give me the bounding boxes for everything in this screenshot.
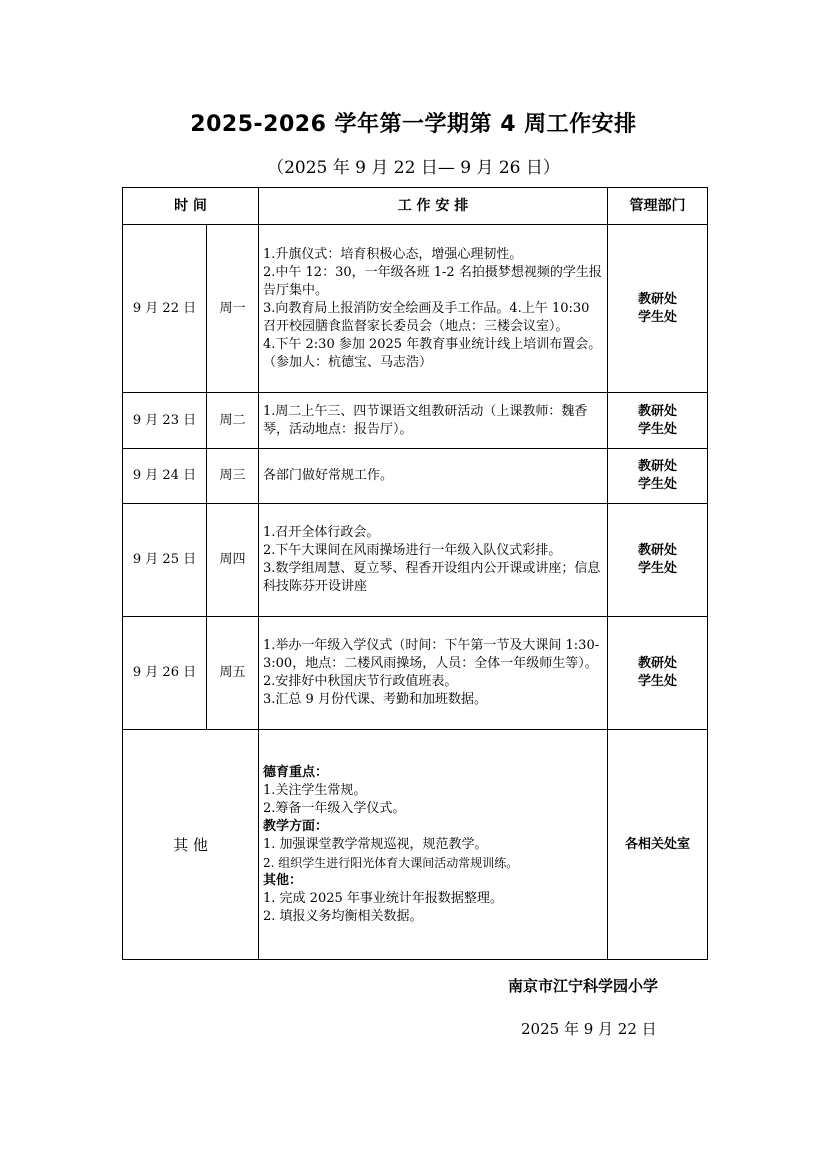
row-weekday: 周一 bbox=[207, 225, 259, 393]
content-line: 3.数学组周慧、夏立琴、程香开设组内公开课或讲座；信息科技陈芬开设讲座 bbox=[263, 561, 601, 594]
table-row bbox=[123, 225, 708, 393]
content-line: 1. 完成 2025 年事业统计年报数据整理。 bbox=[263, 890, 503, 906]
table-row bbox=[123, 504, 708, 617]
row-weekday: 周四 bbox=[207, 504, 259, 617]
row-dept bbox=[608, 449, 708, 504]
row-content bbox=[259, 504, 608, 617]
table-row bbox=[123, 617, 708, 730]
section-heading: 教学方面： bbox=[263, 818, 329, 834]
row-content bbox=[259, 393, 608, 449]
dept-name: 教研处 bbox=[637, 543, 677, 558]
table-row-other bbox=[123, 730, 708, 960]
row-content bbox=[259, 449, 608, 504]
content-line: 2. 填报义务均衡相关数据。 bbox=[263, 908, 423, 924]
content-line: 2. 组织学生进行阳光体育大课间活动常规训练。 bbox=[263, 855, 519, 870]
row-dept bbox=[608, 225, 708, 393]
dept-name: 教研处 bbox=[637, 656, 677, 671]
document-date: 2025 年 9 月 22 日 bbox=[521, 1020, 657, 1038]
content-line: 1.举办一年级入学仪式（时间：下午第一节及大课间 1:30-3:00，地点：二楼风雨操场，人员：全体一年级师生等）。 bbox=[263, 638, 600, 671]
row-dept bbox=[608, 504, 708, 617]
table-row bbox=[123, 393, 708, 449]
dept-name: 学生处 bbox=[637, 477, 677, 492]
row-date: 9 月 26 日 bbox=[123, 617, 207, 730]
dept-name: 学生处 bbox=[637, 674, 677, 689]
other-content bbox=[259, 730, 608, 960]
header-time: 时 间 bbox=[123, 188, 259, 225]
date-range-subtitle: （2025 年 9 月 22 日— 9 月 26 日） bbox=[267, 158, 560, 178]
content-line: 2.筹备一年级入学仪式。 bbox=[263, 800, 406, 816]
section-heading: 其他： bbox=[263, 872, 303, 888]
content-line: 1.关注学生常规。 bbox=[263, 782, 367, 798]
page-title: 2025-2026 学年第一学期第 4 周工作安排 bbox=[190, 112, 637, 137]
dept-name: 学生处 bbox=[637, 309, 677, 325]
content-line: 1.周二上午三、四节课语文组教研活动（上课教师：魏香琴，活动地点：报告厅）。 bbox=[263, 403, 588, 437]
other-label: 其 他 bbox=[123, 730, 259, 960]
header-dept: 管理部门 bbox=[608, 188, 708, 225]
dept-name: 教研处 bbox=[637, 403, 677, 419]
content-line: 3.汇总 9 月份代课、考勤和加班数据。 bbox=[263, 692, 487, 707]
content-line: 2.中午 12：30，一年级各班 1-2 名拍摄梦想视频的学生报告厅集中。 bbox=[263, 264, 602, 298]
row-dept bbox=[608, 393, 708, 449]
dept-name: 教研处 bbox=[637, 291, 677, 307]
content-line: 4.下午 2:30 参加 2025 年教育事业统计线上培训布置会。（参加人：杭德宝、马志浩） bbox=[263, 336, 602, 370]
header-work: 工 作 安 排 bbox=[259, 188, 608, 225]
schedule-table bbox=[122, 187, 708, 960]
content-line: 3.向教育局上报消防安全绘画及手工作品。4.上午 10:30 召开校园膳食监督家长委员会（地点：三楼会议室）。 bbox=[263, 300, 590, 334]
content-line: 1.召开全体行政会。 bbox=[263, 525, 380, 540]
row-content bbox=[259, 617, 608, 730]
content-line: 各部门做好常规工作。 bbox=[263, 468, 394, 483]
dept-name: 学生处 bbox=[637, 421, 677, 437]
row-content bbox=[259, 225, 608, 393]
content-line: 1.升旗仪式：培育积极心态，增强心理韧性。 bbox=[263, 246, 523, 262]
row-dept bbox=[608, 617, 708, 730]
dept-name: 学生处 bbox=[637, 561, 677, 576]
table-header-row bbox=[123, 188, 708, 225]
row-date: 9 月 23 日 bbox=[123, 393, 207, 449]
school-name: 南京市江宁科学园小学 bbox=[508, 977, 659, 995]
row-date: 9 月 24 日 bbox=[123, 449, 207, 504]
row-date: 9 月 25 日 bbox=[123, 504, 207, 617]
table-row bbox=[123, 449, 708, 504]
row-weekday: 周二 bbox=[207, 393, 259, 449]
content-line: 1. 加强课堂教学常规巡视，规范教学。 bbox=[263, 836, 488, 852]
row-date: 9 月 22 日 bbox=[123, 225, 207, 393]
content-line: 2.下午大课间在风雨操场进行一年级入队仪式彩排。 bbox=[263, 543, 562, 558]
section-heading: 德育重点： bbox=[263, 764, 329, 780]
other-dept: 各相关处室 bbox=[608, 730, 708, 960]
dept-name: 教研处 bbox=[637, 459, 677, 474]
content-line: 2.安排好中秋国庆节行政值班表。 bbox=[263, 674, 458, 689]
row-weekday: 周三 bbox=[207, 449, 259, 504]
row-weekday: 周五 bbox=[207, 617, 259, 730]
